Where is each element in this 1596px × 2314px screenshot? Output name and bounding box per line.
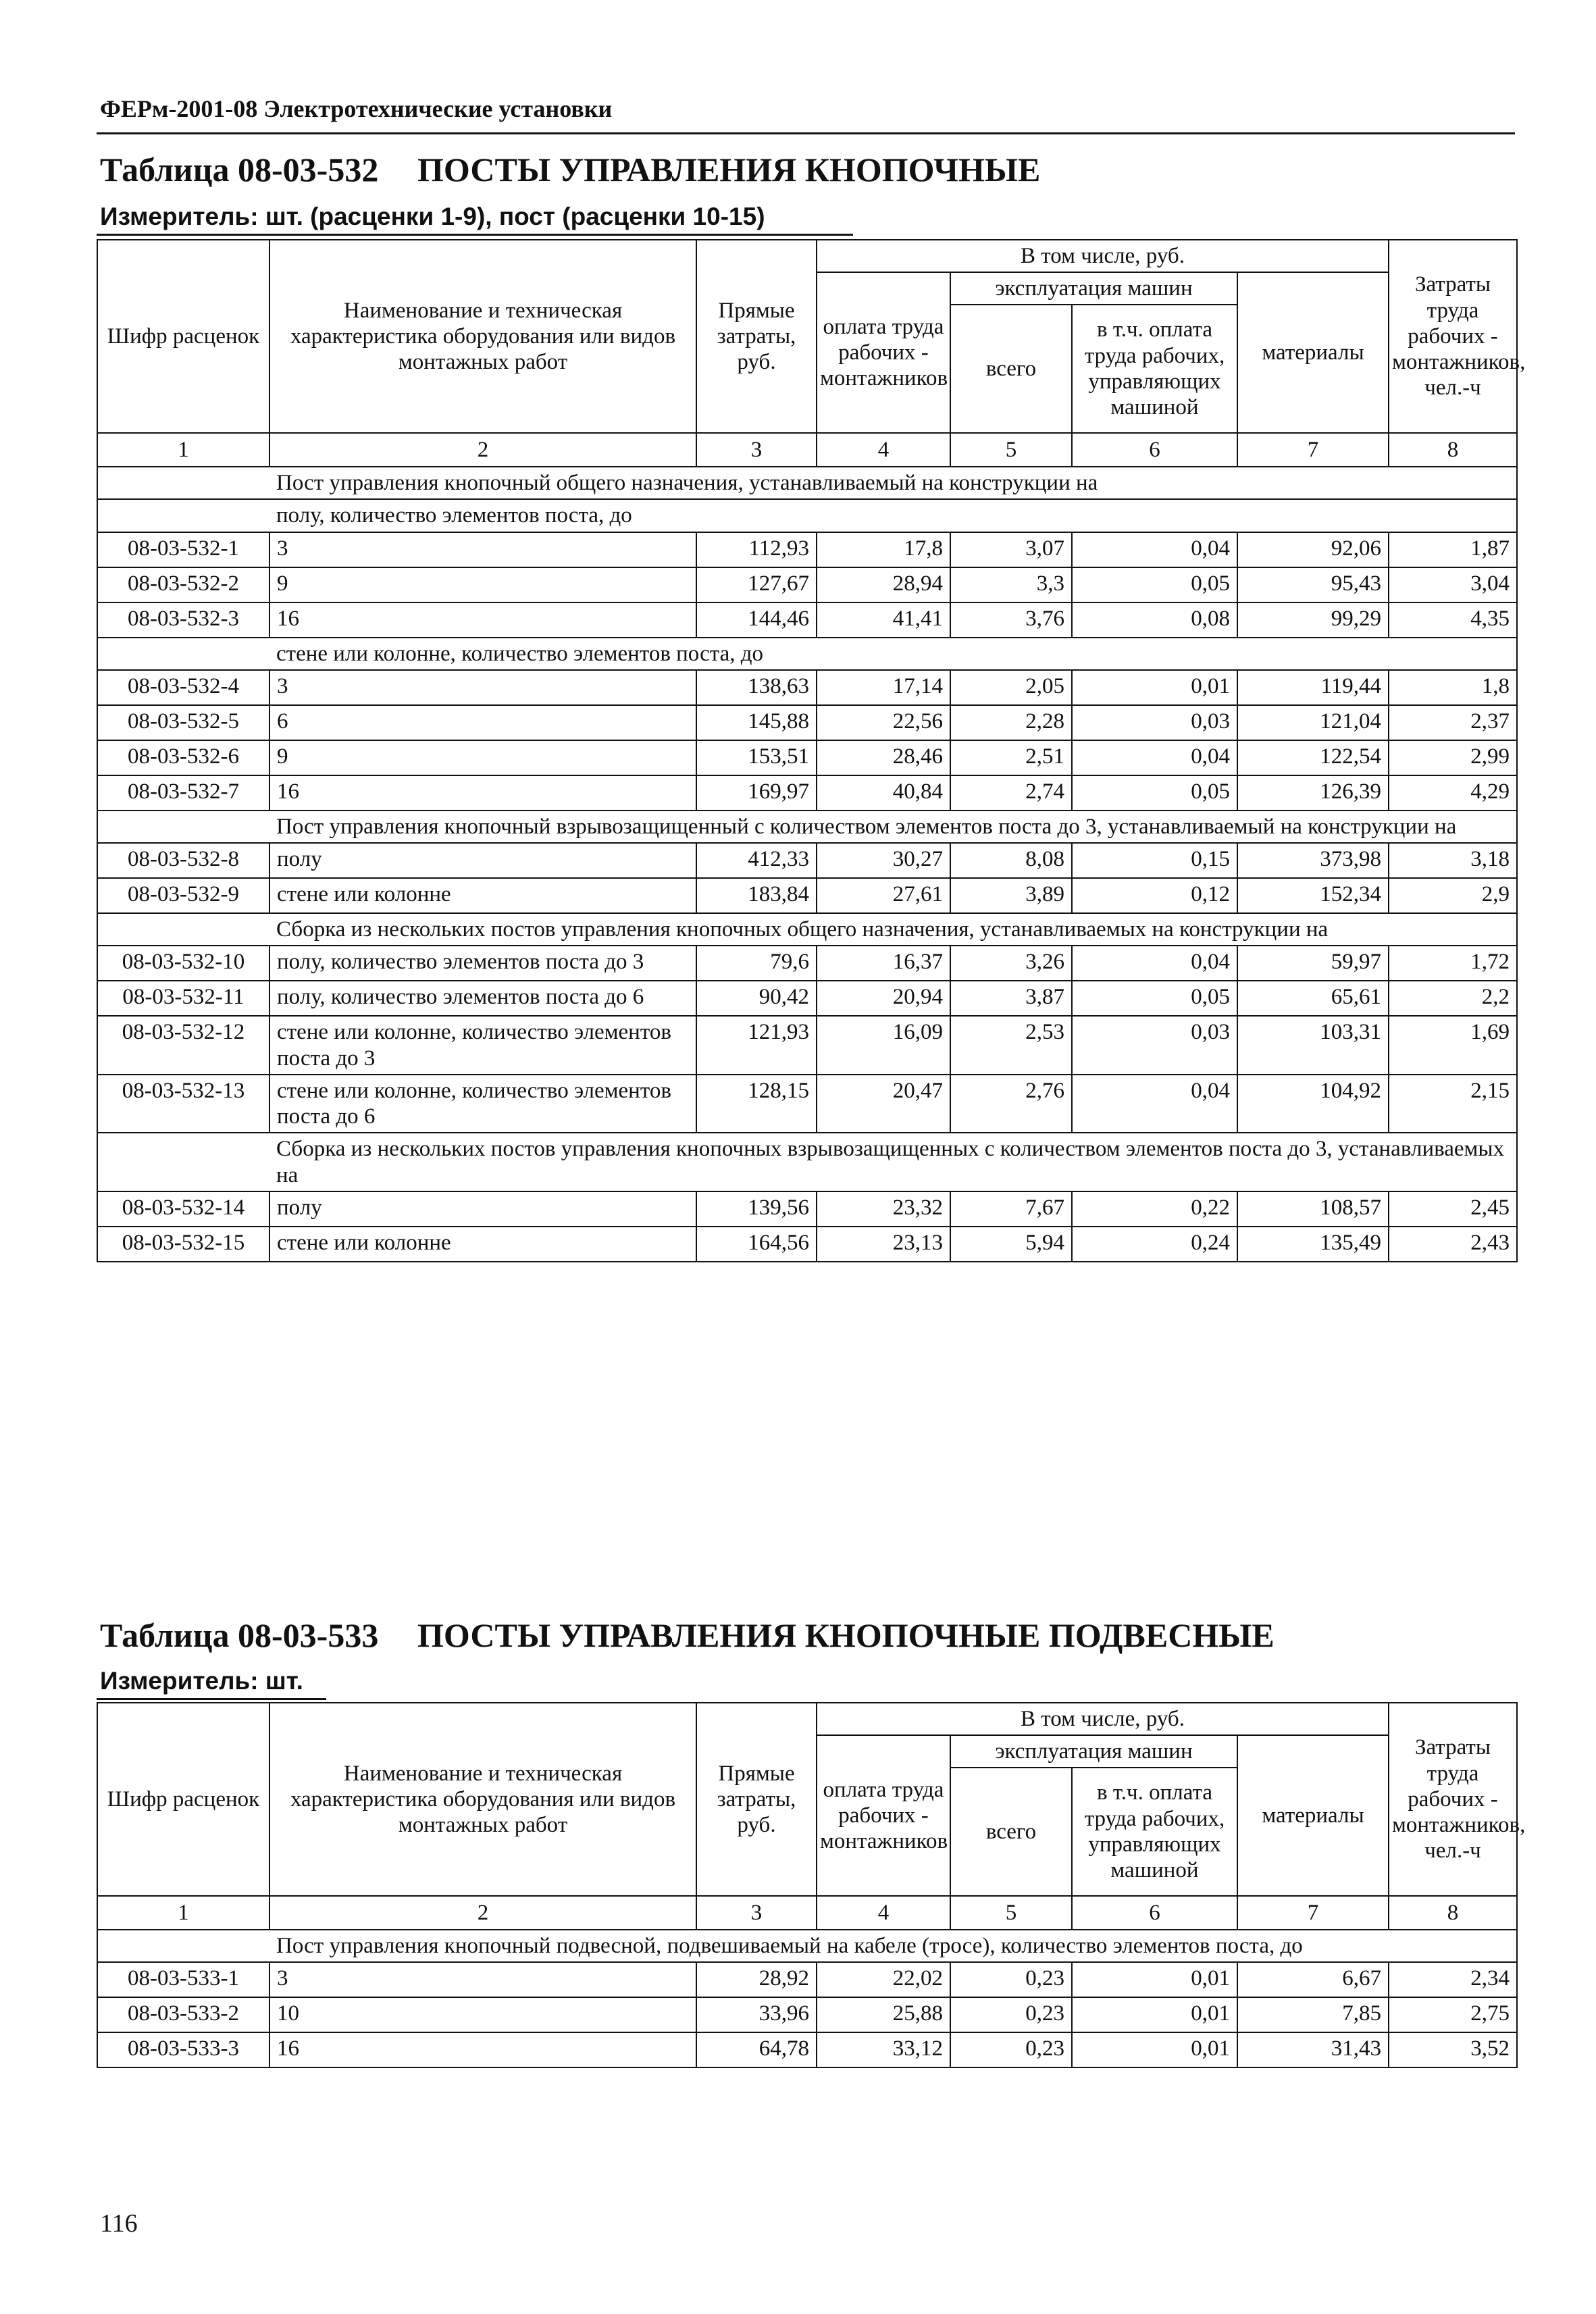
table-name: ПОСТЫ УПРАВЛЕНИЯ КНОПОЧНЫЕ: [417, 151, 1041, 188]
wages-cost: 17,14: [817, 670, 950, 705]
group-spacer: [97, 811, 269, 843]
rate-name: 3: [269, 532, 696, 567]
machines-cost: 3,07: [950, 532, 1072, 567]
direct-cost: 90,42: [696, 981, 817, 1016]
direct-cost: 153,51: [696, 740, 817, 775]
rate-code: 08-03-532-9: [97, 878, 269, 913]
rate-code: 08-03-532-10: [97, 946, 269, 981]
labor-hours: 2,34: [1389, 1962, 1517, 1997]
group-spacer: [97, 1133, 269, 1191]
group-heading: Сборка из нескольких постов управления кнопочных взрывозащищенных с количеством элементов поста до 3, устанавливаемых на: [269, 1133, 1517, 1191]
col-header-including: В том числе, руб.: [817, 1703, 1389, 1735]
col-number: 1: [97, 1896, 269, 1930]
wages-cost: 16,09: [817, 1016, 950, 1075]
group-row: [97, 913, 1517, 946]
rate-code: 08-03-532-14: [97, 1191, 269, 1227]
col-number: 5: [950, 433, 1072, 467]
direct-cost: 64,78: [696, 2032, 817, 2067]
labor-hours: 4,29: [1389, 775, 1517, 811]
materials-cost: 135,49: [1237, 1227, 1389, 1262]
labor-hours: 1,69: [1389, 1016, 1517, 1075]
wages-cost: 27,61: [817, 878, 950, 913]
table-row: [97, 602, 1517, 638]
group-row: [97, 499, 1517, 532]
group-spacer: [97, 913, 269, 946]
table-row: [97, 2032, 1517, 2067]
labor-hours: 1,8: [1389, 670, 1517, 705]
group-heading: Пост управления кнопочный взрывозащищенный с количеством элементов поста до 3, устанавливаемый на конструкции на: [269, 811, 1517, 843]
direct-cost: 79,6: [696, 946, 817, 981]
table-row: [97, 1962, 1517, 1997]
materials-cost: 103,31: [1237, 1016, 1389, 1075]
machine-wages-cost: 0,22: [1072, 1191, 1237, 1227]
materials-cost: 373,98: [1237, 843, 1389, 878]
direct-cost: 127,67: [696, 567, 817, 602]
rate-name: 16: [269, 602, 696, 638]
group-spacer: [97, 467, 269, 499]
col-header-code: Шифр расценок: [97, 240, 269, 433]
col-header-wages: оплата труда рабочих - монтажников: [817, 272, 950, 433]
machine-wages-cost: 0,05: [1072, 567, 1237, 602]
rate-code: 08-03-532-3: [97, 602, 269, 638]
machine-wages-cost: 0,01: [1072, 1997, 1237, 2032]
direct-cost: 121,93: [696, 1016, 817, 1075]
rate-code: 08-03-533-2: [97, 1997, 269, 2032]
wages-cost: 28,46: [817, 740, 950, 775]
group-row: [97, 638, 1517, 670]
col-header-machines-wages: в т.ч. оплата труда рабочих, управляющих машиной: [1072, 305, 1237, 433]
materials-cost: 7,85: [1237, 1997, 1389, 2032]
direct-cost: 183,84: [696, 878, 817, 913]
materials-cost: 65,61: [1237, 981, 1389, 1016]
col-number: 3: [696, 1896, 817, 1930]
machines-cost: 5,94: [950, 1227, 1072, 1262]
rate-name: 9: [269, 567, 696, 602]
wages-cost: 22,02: [817, 1962, 950, 1997]
machine-wages-cost: 0,05: [1072, 775, 1237, 811]
table-row: [97, 843, 1517, 878]
machine-wages-cost: 0,04: [1072, 532, 1237, 567]
machines-cost: 2,28: [950, 705, 1072, 740]
rate-code: 08-03-533-1: [97, 1962, 269, 1997]
table-row: [97, 981, 1517, 1016]
col-header-name: Наименование и техническая характеристика оборудования или видов монтажных работ: [269, 1703, 696, 1896]
direct-cost: 139,56: [696, 1191, 817, 1227]
meter-rule: [97, 1698, 326, 1700]
group-heading: Пост управления кнопочный общего назначения, устанавливаемый на конструкции на: [269, 467, 1517, 499]
table-name: ПОСТЫ УПРАВЛЕНИЯ КНОПОЧНЫЕ ПОДВЕСНЫЕ: [417, 1616, 1275, 1654]
group-spacer: [97, 1930, 269, 1962]
wages-cost: 23,32: [817, 1191, 950, 1227]
rate-name: 16: [269, 775, 696, 811]
labor-hours: 2,9: [1389, 878, 1517, 913]
rate-name: 6: [269, 705, 696, 740]
rate-name: полу: [269, 1191, 696, 1227]
wages-cost: 20,94: [817, 981, 950, 1016]
labor-hours: 1,87: [1389, 532, 1517, 567]
col-header-machines: эксплуатация машин: [950, 1735, 1237, 1768]
wages-cost: 28,94: [817, 567, 950, 602]
labor-hours: 2,99: [1389, 740, 1517, 775]
machines-cost: 3,3: [950, 567, 1072, 602]
wages-cost: 41,41: [817, 602, 950, 638]
machine-wages-cost: 0,01: [1072, 2032, 1237, 2067]
machines-cost: 3,87: [950, 981, 1072, 1016]
materials-cost: 126,39: [1237, 775, 1389, 811]
col-number: 3: [696, 433, 817, 467]
col-header-machines-total: всего: [950, 1768, 1072, 1896]
machine-wages-cost: 0,04: [1072, 1075, 1237, 1133]
direct-cost: 28,92: [696, 1962, 817, 1997]
machine-wages-cost: 0,24: [1072, 1227, 1237, 1262]
labor-hours: 4,35: [1389, 602, 1517, 638]
table-meter: Измеритель: шт. (расценки 1-9), пост (расценки 10-15): [100, 203, 765, 230]
group-row: [97, 1930, 1517, 1962]
col-header-materials: материалы: [1237, 1735, 1389, 1896]
rate-name: стене или колонне: [269, 878, 696, 913]
direct-cost: 412,33: [696, 843, 817, 878]
col-header-machines: эксплуатация машин: [950, 272, 1237, 305]
machines-cost: 3,76: [950, 602, 1072, 638]
rate-code: 08-03-532-6: [97, 740, 269, 775]
group-row: [97, 1133, 1517, 1191]
col-header-machines-wages: в т.ч. оплата труда рабочих, управляющих машиной: [1072, 1768, 1237, 1896]
wages-cost: 33,12: [817, 2032, 950, 2067]
rates-table: [97, 1702, 1526, 2068]
col-number: 4: [817, 1896, 950, 1930]
materials-cost: 152,34: [1237, 878, 1389, 913]
col-number: 2: [269, 1896, 696, 1930]
table-row: [97, 946, 1517, 981]
materials-cost: 92,06: [1237, 532, 1389, 567]
group-row: [97, 811, 1517, 843]
materials-cost: 6,67: [1237, 1962, 1389, 1997]
table-title: [100, 1616, 1275, 1655]
materials-cost: 99,29: [1237, 602, 1389, 638]
table-row: [97, 740, 1517, 775]
wages-cost: 30,27: [817, 843, 950, 878]
machines-cost: 0,23: [950, 2032, 1072, 2067]
col-header-direct: Прямые затраты, руб.: [696, 240, 817, 433]
materials-cost: 121,04: [1237, 705, 1389, 740]
machines-cost: 7,67: [950, 1191, 1072, 1227]
rate-name: 3: [269, 670, 696, 705]
wages-cost: 16,37: [817, 946, 950, 981]
page-number: 116: [100, 2209, 138, 2238]
labor-hours: 3,04: [1389, 567, 1517, 602]
machine-wages-cost: 0,03: [1072, 1016, 1237, 1075]
group-spacer: [97, 638, 269, 670]
machines-cost: 0,23: [950, 1997, 1072, 2032]
direct-cost: 33,96: [696, 1997, 817, 2032]
group-heading: Пост управления кнопочный подвесной, подвешиваемый на кабеле (тросе), количество элементов поста, до: [269, 1930, 1517, 1962]
col-number: 4: [817, 433, 950, 467]
wages-cost: 40,84: [817, 775, 950, 811]
machine-wages-cost: 0,12: [1072, 878, 1237, 913]
rate-code: 08-03-532-11: [97, 981, 269, 1016]
table-row: [97, 1191, 1517, 1227]
rate-code: 08-03-532-1: [97, 532, 269, 567]
rate-code: 08-03-533-3: [97, 2032, 269, 2067]
group-heading: Сборка из нескольких постов управления кнопочных общего назначения, устанавливаемых на конструкции на: [269, 913, 1517, 946]
labor-hours: 2,43: [1389, 1227, 1517, 1262]
labor-hours: 3,18: [1389, 843, 1517, 878]
rate-name: полу: [269, 843, 696, 878]
direct-cost: 145,88: [696, 705, 817, 740]
col-header-wages: оплата труда рабочих - монтажников: [817, 1735, 950, 1896]
col-number: 5: [950, 1896, 1072, 1930]
col-number: 7: [1237, 433, 1389, 467]
table-row: [97, 532, 1517, 567]
rate-name: 9: [269, 740, 696, 775]
rate-code: 08-03-532-13: [97, 1075, 269, 1133]
labor-hours: 3,52: [1389, 2032, 1517, 2067]
col-number: 7: [1237, 1896, 1389, 1930]
machines-cost: 2,53: [950, 1016, 1072, 1075]
table-row: [97, 1075, 1517, 1133]
table-row: [97, 567, 1517, 602]
machine-wages-cost: 0,15: [1072, 843, 1237, 878]
rates-table: [97, 239, 1526, 1262]
labor-hours: 2,75: [1389, 1997, 1517, 2032]
rate-code: 08-03-532-7: [97, 775, 269, 811]
rate-name: стене или колонне, количество элементов поста до 6: [269, 1075, 696, 1133]
col-header-materials: материалы: [1237, 272, 1389, 433]
rate-code: 08-03-532-12: [97, 1016, 269, 1075]
materials-cost: 31,43: [1237, 2032, 1389, 2067]
machine-wages-cost: 0,05: [1072, 981, 1237, 1016]
wages-cost: 17,8: [817, 532, 950, 567]
direct-cost: 144,46: [696, 602, 817, 638]
table-header: [97, 240, 1526, 467]
direct-cost: 164,56: [696, 1227, 817, 1262]
rate-code: 08-03-532-8: [97, 843, 269, 878]
col-number: 8: [1389, 1896, 1517, 1930]
col-number: 8: [1389, 433, 1517, 467]
machine-wages-cost: 0,08: [1072, 602, 1237, 638]
col-header-machines-total: всего: [950, 305, 1072, 433]
machines-cost: 3,89: [950, 878, 1072, 913]
materials-cost: 119,44: [1237, 670, 1389, 705]
group-heading: стене или колонне, количество элементов поста, до: [269, 638, 1517, 670]
materials-cost: 95,43: [1237, 567, 1389, 602]
machines-cost: 2,76: [950, 1075, 1072, 1133]
col-header-including: В том числе, руб.: [817, 240, 1389, 272]
machine-wages-cost: 0,04: [1072, 946, 1237, 981]
running-head: ФЕРм-2001-08 Электротехнические установки: [100, 95, 613, 122]
rate-name: полу, количество элементов поста до 3: [269, 946, 696, 981]
table-body: [97, 467, 1517, 1262]
labor-hours: 2,2: [1389, 981, 1517, 1016]
col-number: 2: [269, 433, 696, 467]
col-header-direct: Прямые затраты, руб.: [696, 1703, 817, 1896]
table-row: [97, 1016, 1517, 1075]
machine-wages-cost: 0,04: [1072, 740, 1237, 775]
machine-wages-cost: 0,03: [1072, 705, 1237, 740]
labor-hours: 2,45: [1389, 1191, 1517, 1227]
col-header-labor: Затраты труда рабочих - монтажников, чел.-ч: [1389, 240, 1517, 433]
wages-cost: 22,56: [817, 705, 950, 740]
table-meter: Измеритель: шт.: [100, 1667, 303, 1695]
table-header: [97, 1703, 1526, 1930]
table-body: [97, 1930, 1517, 2067]
machine-wages-cost: 0,01: [1072, 1962, 1237, 1997]
table-row: [97, 705, 1517, 740]
table-code: Таблица 08-03-532: [100, 151, 379, 188]
col-header-labor: Затраты труда рабочих - монтажников, чел.-ч: [1389, 1703, 1517, 1896]
rate-code: 08-03-532-4: [97, 670, 269, 705]
labor-hours: 1,72: [1389, 946, 1517, 981]
table-row: [97, 878, 1517, 913]
col-header-code: Шифр расценок: [97, 1703, 269, 1896]
machines-cost: 2,51: [950, 740, 1072, 775]
rate-code: 08-03-532-15: [97, 1227, 269, 1262]
direct-cost: 128,15: [696, 1075, 817, 1133]
rate-name: стене или колонне: [269, 1227, 696, 1262]
direct-cost: 169,97: [696, 775, 817, 811]
rate-name: 3: [269, 1962, 696, 1997]
direct-cost: 112,93: [696, 532, 817, 567]
meter-rule: [97, 234, 853, 236]
wages-cost: 23,13: [817, 1227, 950, 1262]
table-row: [97, 1997, 1517, 2032]
machine-wages-cost: 0,01: [1072, 670, 1237, 705]
machines-cost: 0,23: [950, 1962, 1072, 1997]
direct-cost: 138,63: [696, 670, 817, 705]
rate-name: полу, количество элементов поста до 6: [269, 981, 696, 1016]
header-rule: [97, 132, 1515, 134]
rate-name: стене или колонне, количество элементов поста до 3: [269, 1016, 696, 1075]
table-row: [97, 670, 1517, 705]
machines-cost: 3,26: [950, 946, 1072, 981]
table-row: [97, 1227, 1517, 1262]
table-row: [97, 775, 1517, 811]
materials-cost: 108,57: [1237, 1191, 1389, 1227]
machines-cost: 2,05: [950, 670, 1072, 705]
materials-cost: 122,54: [1237, 740, 1389, 775]
rate-name: 16: [269, 2032, 696, 2067]
table-code: Таблица 08-03-533: [100, 1616, 379, 1654]
wages-cost: 20,47: [817, 1075, 950, 1133]
col-number: 1: [97, 433, 269, 467]
labor-hours: 2,15: [1389, 1075, 1517, 1133]
col-header-name: Наименование и техническая характеристика оборудования или видов монтажных работ: [269, 240, 696, 433]
group-heading: полу, количество элементов поста, до: [269, 499, 1517, 532]
rate-name: 10: [269, 1997, 696, 2032]
rate-code: 08-03-532-5: [97, 705, 269, 740]
table-title: [100, 150, 1040, 189]
materials-cost: 104,92: [1237, 1075, 1389, 1133]
col-number: 6: [1072, 1896, 1237, 1930]
col-number: 6: [1072, 433, 1237, 467]
group-row: [97, 467, 1517, 499]
materials-cost: 59,97: [1237, 946, 1389, 981]
wages-cost: 25,88: [817, 1997, 950, 2032]
labor-hours: 2,37: [1389, 705, 1517, 740]
machines-cost: 8,08: [950, 843, 1072, 878]
machines-cost: 2,74: [950, 775, 1072, 811]
group-spacer: [97, 499, 269, 532]
rate-code: 08-03-532-2: [97, 567, 269, 602]
